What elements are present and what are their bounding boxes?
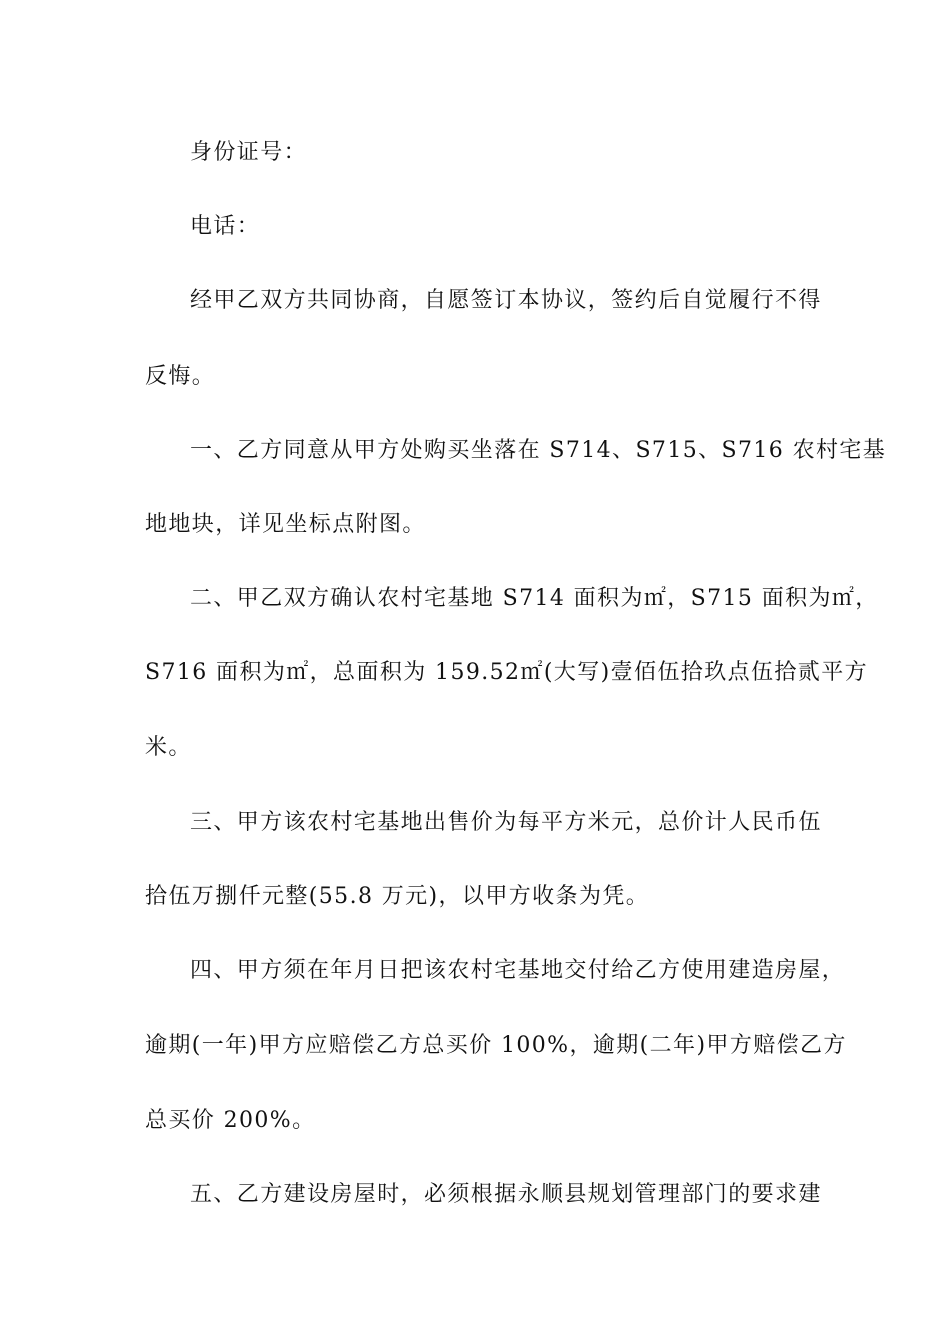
clause-2-line-3: 米。 bbox=[145, 735, 192, 760]
id-number-label: 身份证号： bbox=[190, 140, 308, 165]
paragraph-intro-line-1: 经甲乙双方共同协商，自愿签订本协议，签约后自觉履行不得 bbox=[190, 288, 822, 313]
clause-4-line-2: 逾期(一年)甲方应赔偿乙方总买价 100%，逾期(二年)甲方赔偿乙方 bbox=[145, 1033, 847, 1058]
clause-1-line-2: 地地块，详见坐标点附图。 bbox=[145, 512, 426, 537]
clause-4-line-1: 四、甲方须在年月日把该农村宅基地交付给乙方使用建造房屋， bbox=[190, 958, 846, 983]
paragraph-intro-line-2: 反悔。 bbox=[145, 364, 216, 389]
clause-3-line-2: 拾伍万捌仟元整(55.8 万元)，以甲方收条为凭。 bbox=[145, 884, 650, 909]
clause-2-line-2: S716 面积为㎡，总面积为 159.52㎡(大写)壹佰伍拾玖点伍拾贰平方 bbox=[145, 660, 868, 685]
phone-label: 电话： bbox=[190, 214, 261, 239]
clause-5-line-1: 五、乙方建设房屋时，必须根据永顺县规划管理部门的要求建 bbox=[190, 1182, 822, 1207]
clause-4-line-3: 总买价 200%。 bbox=[145, 1108, 316, 1133]
clause-3-line-1: 三、甲方该农村宅基地出售价为每平方米元，总价计人民币伍 bbox=[190, 810, 822, 835]
clause-1-line-1: 一、乙方同意从甲方处购买坐落在 S714、S715、S716 农村宅基 bbox=[190, 438, 887, 463]
clause-2-line-1: 二、甲乙双方确认农村宅基地 S714 面积为㎡，S715 面积为㎡， bbox=[190, 586, 879, 611]
